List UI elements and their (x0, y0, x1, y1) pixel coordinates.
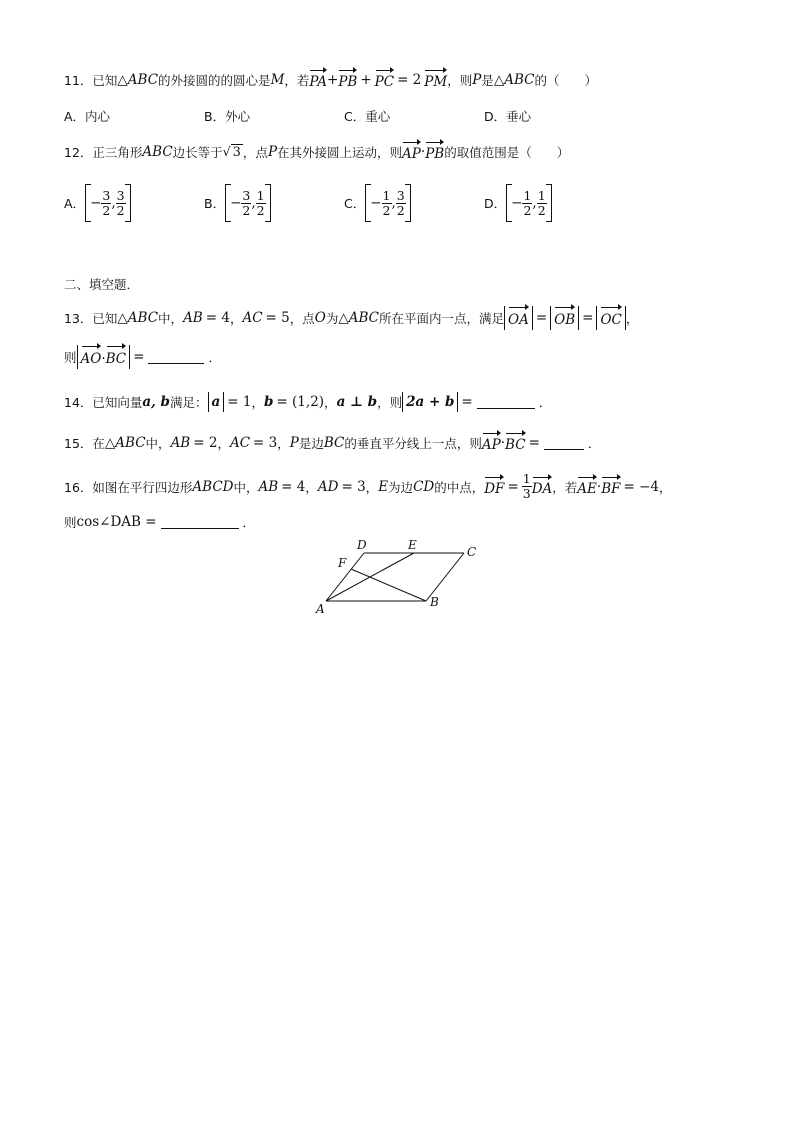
vector-pb: PB (338, 70, 357, 90)
q12-option-c[interactable]: C． − $\frac{1}{2}$ , $\frac{3}{2}$ (344, 184, 411, 222)
sqrt-three: √ 3 (222, 144, 241, 160)
vector-bc: BC (106, 346, 127, 368)
q11-stem: 11．已知 △ ABC 的外接圆的的圆心是 M ，若 PA + PB + PC = 2 PM ，则 P 是 △ ABC 的（ ） (64, 72, 597, 90)
vector-ao: AO (81, 346, 102, 368)
vector-pb: PB (425, 142, 444, 162)
interval: − $\frac{1}{2}$ , $\frac{1}{2}$ (506, 184, 552, 222)
point-label-b: B (430, 595, 439, 609)
vector-df: DF (484, 477, 504, 497)
point-label-d: D (357, 538, 367, 552)
interval: − $\frac{3}{2}$ , $\frac{3}{2}$ (85, 184, 131, 222)
vector-bf: BF (601, 477, 620, 497)
q16-answer-line: 则 cos∠DAB = ． (64, 514, 256, 530)
vector-ap: AP (402, 142, 421, 162)
q12-option-a[interactable]: A． − $\frac{3}{2}$ , $\frac{3}{2}$ (64, 184, 131, 222)
fraction-one-third: $\frac{1}{3}$ (522, 471, 531, 501)
side-bc (426, 553, 464, 601)
vector-oc: OC (600, 307, 621, 329)
q11-option-a[interactable]: A．内心 (64, 109, 111, 124)
vector-pc: PC (375, 70, 394, 90)
q13-answer-line: 则 AO·BC = ． (64, 345, 221, 369)
point-label-a: A (316, 602, 325, 616)
q12-option-d[interactable]: D． − $\frac{1}{2}$ , $\frac{1}{2}$ (484, 184, 552, 222)
q14-stem: 14．已知向量 a, b 满足： a = 1 ， b = (1,2) ， a ⊥ b ，则 2a + b = ． (64, 394, 552, 410)
section-title-fill-in: 二、填空题． (64, 277, 140, 292)
point-label-c: C (467, 545, 477, 559)
q11-option-d[interactable]: D．垂心 (484, 109, 532, 124)
answer-blank[interactable] (477, 396, 535, 409)
interval: − $\frac{3}{2}$ , $\frac{1}{2}$ (225, 184, 271, 222)
q11-option-c[interactable]: C．重心 (344, 109, 391, 124)
parallelogram-figure (0, 535, 794, 625)
answer-blank[interactable] (148, 351, 204, 364)
vector-ob: OB (554, 307, 575, 329)
vector-ap: AP (482, 433, 501, 453)
q13-stem: 13．已知 △ ABC 中， AB = 4 ， AC = 5 ，点 O 为 △ ABC 所在平面内一点，满足 OA = OB = OC ， (64, 306, 638, 330)
q12-stem: 12．正三角形 ABC 边长等于 √ 3 ，点 P 在其外接圆上运动，则 AP · PB 的取值范围是（ ） (64, 144, 570, 162)
answer-blank[interactable] (544, 437, 584, 450)
vector-bc: BC (505, 433, 526, 453)
q16-stem: 16．如图在平行四边形 ABCD 中， AB = 4 ， AD = 3 ， E 为边 CD 的中点， DF = $\frac{1}{3}$ DA ，若 AE · BF = −4 ， (64, 471, 672, 501)
segment-bf (351, 569, 426, 601)
vector-da: DA (532, 477, 553, 497)
vector-oa: OA (508, 307, 529, 329)
point-label-f: F (338, 556, 347, 570)
q12-option-b[interactable]: B． − $\frac{3}{2}$ , $\frac{1}{2}$ (204, 184, 271, 222)
interval: − $\frac{1}{2}$ , $\frac{3}{2}$ (365, 184, 411, 222)
point-label-e: E (408, 538, 417, 552)
vector-pm: PM (424, 70, 447, 90)
answer-blank[interactable] (161, 516, 239, 529)
vector-pa: PA (309, 70, 327, 90)
q15-stem: 15．在 △ ABC 中， AB = 2 ， AC = 3 ， P 是边 BC 的垂直平分线上一点，则 AP · BC = ． (64, 435, 601, 453)
q11-option-b[interactable]: B．外心 (204, 109, 251, 124)
vector-ae: AE (577, 477, 597, 497)
